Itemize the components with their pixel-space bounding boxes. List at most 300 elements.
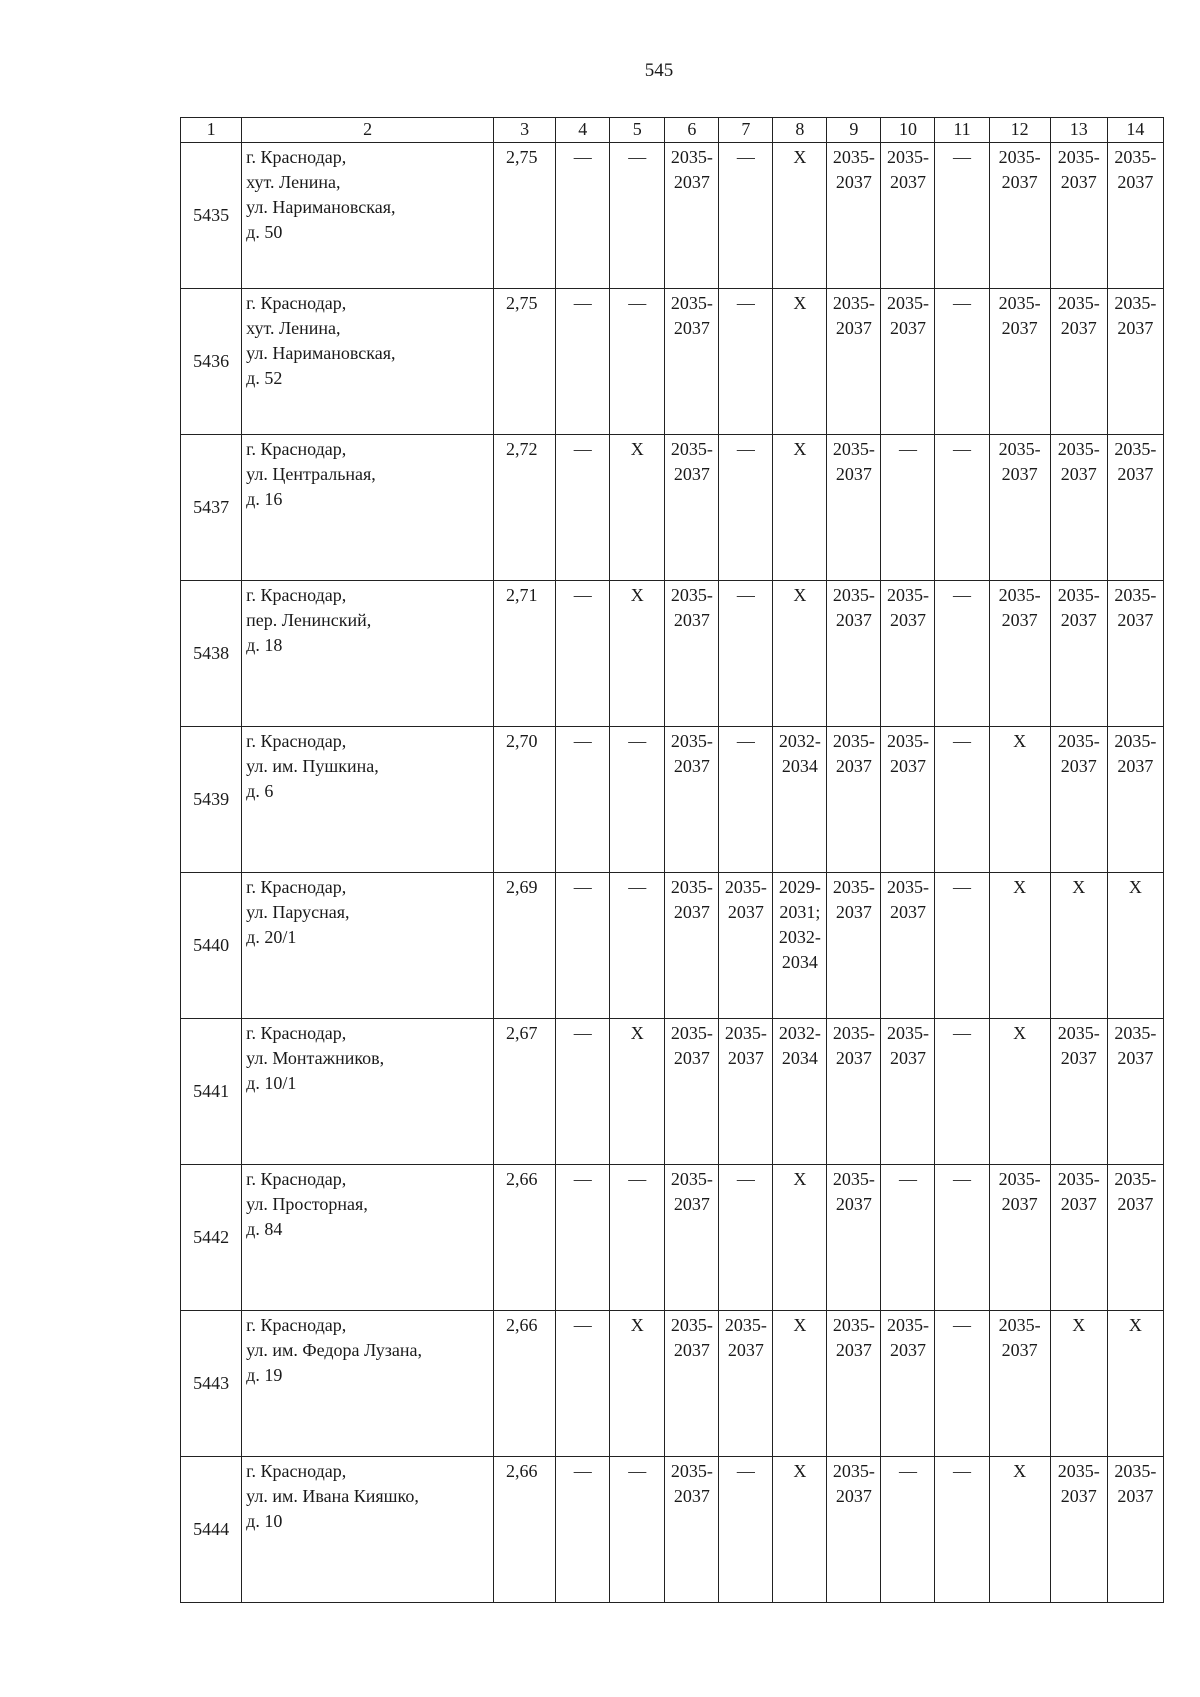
period-line: X — [1072, 877, 1086, 897]
period-cell — [665, 289, 719, 435]
period-cell — [881, 1019, 935, 1165]
period-line: 2037 — [835, 1340, 872, 1360]
period-line: 2035- — [1114, 585, 1157, 605]
period-line: 2037 — [889, 902, 926, 922]
period-line: — — [898, 1461, 917, 1481]
period-line: — — [628, 147, 647, 167]
table-row — [181, 727, 1164, 873]
period-cell — [719, 727, 773, 873]
address-line: г. Краснодар, — [246, 1023, 347, 1043]
period-cell — [935, 873, 989, 1019]
address-line: ул. Монтажников, — [246, 1048, 385, 1068]
period-line: 2037 — [835, 610, 872, 630]
table-row — [181, 1019, 1164, 1165]
period-cell — [881, 1311, 935, 1457]
period-line: 2037 — [835, 1486, 872, 1506]
period-cell — [610, 143, 665, 289]
period-line: 2034 — [781, 756, 818, 776]
period-line: 2035- — [1114, 1461, 1157, 1481]
period-cell — [827, 1165, 881, 1311]
period-line: — — [952, 147, 971, 167]
column-header: 2 — [242, 118, 494, 143]
period-line: 2035- — [1057, 293, 1100, 313]
table-row — [181, 143, 1164, 289]
period-line: 2037 — [889, 756, 926, 776]
period-cell — [556, 1165, 610, 1311]
period-line: X — [1072, 1315, 1086, 1335]
period-line: X — [793, 585, 807, 605]
period-line: 2035- — [670, 439, 713, 459]
period-cell — [719, 1311, 773, 1457]
period-line: — — [628, 1169, 647, 1189]
address-line: г. Краснодар, — [246, 439, 347, 459]
period-line: 2037 — [673, 902, 710, 922]
period-cell — [1050, 581, 1107, 727]
period-cell — [773, 1019, 827, 1165]
period-cell — [556, 289, 610, 435]
period-cell — [1050, 289, 1107, 435]
period-cell — [935, 727, 989, 873]
address-cell — [242, 1165, 494, 1311]
row-number: 5435 — [181, 143, 242, 289]
value-cell: 2,66 — [494, 1457, 556, 1603]
registry-body — [181, 143, 1164, 1603]
period-line: — — [736, 439, 755, 459]
column-header: 14 — [1107, 118, 1163, 143]
period-cell — [610, 581, 665, 727]
period-cell — [1107, 1457, 1163, 1603]
period-line: 2037 — [835, 318, 872, 338]
address-cell — [242, 727, 494, 873]
period-cell — [773, 727, 827, 873]
period-line: 2035- — [1114, 439, 1157, 459]
period-cell — [881, 1165, 935, 1311]
period-line: 2035- — [998, 439, 1041, 459]
period-line: — — [952, 1461, 971, 1481]
column-header: 5 — [610, 118, 665, 143]
address-line: г. Краснодар, — [246, 1461, 347, 1481]
period-line: — — [952, 1169, 971, 1189]
period-line: X — [630, 1023, 644, 1043]
period-line: X — [793, 1169, 807, 1189]
period-line: 2035- — [886, 1023, 929, 1043]
column-header: 4 — [556, 118, 610, 143]
period-line: X — [1013, 1461, 1027, 1481]
period-line: 2037 — [889, 610, 926, 630]
period-line: 2037 — [1001, 1340, 1038, 1360]
period-cell — [665, 1165, 719, 1311]
period-line: 2037 — [727, 902, 764, 922]
period-line: 2035- — [832, 1461, 875, 1481]
period-line: X — [793, 147, 807, 167]
period-line: 2035- — [832, 585, 875, 605]
period-cell — [989, 1165, 1050, 1311]
period-line: X — [1128, 877, 1142, 897]
header-row — [181, 118, 1164, 143]
table-row — [181, 581, 1164, 727]
address-line: д. 50 — [246, 222, 283, 242]
period-line: — — [736, 585, 755, 605]
period-line: 2035- — [670, 1023, 713, 1043]
period-line: 2035- — [670, 1169, 713, 1189]
registry-table — [180, 117, 1164, 1603]
period-cell — [935, 435, 989, 581]
address-line: д. 10 — [246, 1511, 283, 1531]
period-cell — [881, 435, 935, 581]
period-line: 2035- — [832, 439, 875, 459]
period-line: — — [898, 1169, 917, 1189]
address-cell — [242, 1457, 494, 1603]
period-line: — — [952, 439, 971, 459]
period-line: 2035- — [670, 877, 713, 897]
address-line: пер. Ленинский, — [246, 610, 372, 630]
address-line: г. Краснодар, — [246, 877, 347, 897]
table-row — [181, 289, 1164, 435]
period-line: 2035- — [1057, 1461, 1100, 1481]
address-line: ул. Центральная, — [246, 464, 376, 484]
period-cell — [1107, 1019, 1163, 1165]
period-line: X — [630, 439, 644, 459]
period-line: 2037 — [1117, 172, 1154, 192]
period-line: X — [630, 585, 644, 605]
page-number — [0, 60, 1200, 82]
period-cell — [989, 873, 1050, 1019]
period-cell — [1050, 873, 1107, 1019]
period-cell — [665, 581, 719, 727]
period-line: — — [573, 1315, 592, 1335]
period-line: — — [952, 877, 971, 897]
address-line: ул. Наримановская, — [246, 197, 396, 217]
period-line: 2035- — [1114, 731, 1157, 751]
period-line: — — [573, 1169, 592, 1189]
period-line: — — [898, 439, 917, 459]
period-line: 2032- — [778, 731, 821, 751]
period-line: — — [628, 1461, 647, 1481]
address-line: д. 16 — [246, 489, 283, 509]
period-line: — — [628, 731, 647, 751]
period-line: 2037 — [1060, 756, 1097, 776]
period-cell — [719, 289, 773, 435]
period-line: 2037 — [727, 1048, 764, 1068]
period-cell — [1107, 1165, 1163, 1311]
period-line: — — [736, 1461, 755, 1481]
period-line: 2037 — [1060, 1048, 1097, 1068]
period-line: 2029- — [778, 877, 821, 897]
period-line: 2035- — [886, 585, 929, 605]
value-cell: 2,67 — [494, 1019, 556, 1165]
period-cell — [827, 435, 881, 581]
period-line: 2035- — [1114, 293, 1157, 313]
period-cell — [719, 435, 773, 581]
period-cell — [610, 1457, 665, 1603]
period-cell — [556, 435, 610, 581]
address-cell — [242, 143, 494, 289]
value-cell: 2,66 — [494, 1165, 556, 1311]
period-line: 2037 — [889, 1340, 926, 1360]
period-cell — [1050, 143, 1107, 289]
period-cell — [935, 581, 989, 727]
period-line: 2035- — [1057, 585, 1100, 605]
period-cell — [773, 581, 827, 727]
period-line: 2034 — [781, 952, 818, 972]
period-cell — [1107, 581, 1163, 727]
address-line: д. 19 — [246, 1365, 283, 1385]
address-line: ул. Наримановская, — [246, 343, 396, 363]
table-row — [181, 1311, 1164, 1457]
period-line: X — [1013, 1023, 1027, 1043]
period-line: 2037 — [1001, 610, 1038, 630]
period-cell — [610, 727, 665, 873]
period-line: 2037 — [889, 1048, 926, 1068]
period-cell — [556, 1019, 610, 1165]
period-line: — — [628, 293, 647, 313]
value-cell: 2,72 — [494, 435, 556, 581]
address-line: г. Краснодар, — [246, 1315, 347, 1335]
period-cell — [665, 727, 719, 873]
period-cell — [773, 1457, 827, 1603]
period-line: — — [573, 585, 592, 605]
period-line: 2037 — [673, 610, 710, 630]
period-cell — [1050, 1165, 1107, 1311]
period-line: 2037 — [889, 318, 926, 338]
value-cell: 2,75 — [494, 289, 556, 435]
period-cell — [719, 581, 773, 727]
period-cell — [719, 1165, 773, 1311]
period-line: — — [573, 877, 592, 897]
address-line: ул. Просторная, — [246, 1194, 368, 1214]
row-number: 5438 — [181, 581, 242, 727]
period-line: 2035- — [832, 147, 875, 167]
column-header: 12 — [989, 118, 1050, 143]
period-cell — [827, 581, 881, 727]
address-line: ул. им. Федора Лузана, — [246, 1340, 422, 1360]
period-line: 2035- — [670, 1461, 713, 1481]
period-cell — [935, 289, 989, 435]
period-line: 2035- — [832, 877, 875, 897]
period-line: 2035- — [1057, 439, 1100, 459]
column-header: 1 — [181, 118, 242, 143]
period-line: 2037 — [673, 172, 710, 192]
period-line: X — [793, 439, 807, 459]
period-line: 2037 — [1060, 464, 1097, 484]
period-line: X — [793, 1461, 807, 1481]
address-line: д. 52 — [246, 368, 283, 388]
period-line: 2035- — [724, 1315, 767, 1335]
period-cell — [1107, 435, 1163, 581]
period-cell — [1107, 1311, 1163, 1457]
period-cell — [665, 143, 719, 289]
address-cell — [242, 1019, 494, 1165]
period-line: 2035- — [1114, 1169, 1157, 1189]
period-cell — [881, 289, 935, 435]
period-cell — [610, 289, 665, 435]
period-cell — [1050, 727, 1107, 873]
address-line: г. Краснодар, — [246, 147, 347, 167]
period-cell — [827, 1019, 881, 1165]
period-line: — — [573, 1461, 592, 1481]
period-line: 2037 — [1001, 1194, 1038, 1214]
period-line: — — [573, 439, 592, 459]
period-cell — [773, 1311, 827, 1457]
period-line: 2037 — [835, 172, 872, 192]
period-cell — [773, 435, 827, 581]
period-cell — [1107, 143, 1163, 289]
period-line: — — [952, 293, 971, 313]
column-header: 3 — [494, 118, 556, 143]
period-line: 2035- — [1114, 147, 1157, 167]
period-cell — [556, 873, 610, 1019]
period-line: 2035- — [886, 293, 929, 313]
period-cell — [719, 143, 773, 289]
period-line: 2035- — [886, 877, 929, 897]
period-cell — [556, 1311, 610, 1457]
period-cell — [610, 1019, 665, 1165]
period-line: 2037 — [1117, 318, 1154, 338]
period-line: 2037 — [727, 1340, 764, 1360]
period-cell — [989, 727, 1050, 873]
period-line: 2035- — [832, 293, 875, 313]
period-cell — [989, 581, 1050, 727]
period-line: 2037 — [835, 1194, 872, 1214]
column-header: 7 — [719, 118, 773, 143]
period-cell — [665, 1311, 719, 1457]
period-line: 2037 — [1060, 318, 1097, 338]
period-cell — [1050, 1311, 1107, 1457]
row-number: 5444 — [181, 1457, 242, 1603]
period-line: 2035- — [670, 293, 713, 313]
period-cell — [719, 873, 773, 1019]
period-cell — [989, 1019, 1050, 1165]
period-line: 2037 — [835, 464, 872, 484]
period-line: — — [573, 1023, 592, 1043]
row-number: 5439 — [181, 727, 242, 873]
period-cell — [610, 1311, 665, 1457]
period-line: 2035- — [998, 1315, 1041, 1335]
period-line: 2035- — [832, 1315, 875, 1335]
value-cell: 2,66 — [494, 1311, 556, 1457]
period-line: 2035- — [724, 877, 767, 897]
period-cell — [989, 435, 1050, 581]
period-cell — [1107, 289, 1163, 435]
period-line: 2037 — [673, 318, 710, 338]
period-line: — — [952, 1023, 971, 1043]
period-cell — [989, 143, 1050, 289]
period-line: — — [736, 731, 755, 751]
row-number: 5441 — [181, 1019, 242, 1165]
period-line: 2032- — [778, 927, 821, 947]
column-header: 11 — [935, 118, 989, 143]
value-cell: 2,69 — [494, 873, 556, 1019]
period-cell — [1050, 1457, 1107, 1603]
period-cell — [989, 289, 1050, 435]
table-row — [181, 1457, 1164, 1603]
period-line: — — [952, 585, 971, 605]
address-cell — [242, 289, 494, 435]
address-line: ул. Парусная, — [246, 902, 350, 922]
period-cell — [665, 1019, 719, 1165]
period-line: 2034 — [781, 1048, 818, 1068]
period-line: X — [1013, 731, 1027, 751]
period-line: 2037 — [1060, 610, 1097, 630]
period-cell — [556, 727, 610, 873]
period-line: 2035- — [1057, 1169, 1100, 1189]
period-line: 2035- — [998, 1169, 1041, 1189]
period-line: 2031; — [779, 902, 821, 922]
period-line: 2035- — [832, 1169, 875, 1189]
period-line: 2032- — [778, 1023, 821, 1043]
period-line: 2035- — [832, 731, 875, 751]
period-line: 2035- — [998, 147, 1041, 167]
period-line: — — [736, 293, 755, 313]
period-cell — [827, 727, 881, 873]
period-cell — [1050, 1019, 1107, 1165]
period-cell — [827, 143, 881, 289]
period-line: — — [573, 293, 592, 313]
period-line: 2037 — [673, 1194, 710, 1214]
period-cell — [665, 435, 719, 581]
period-line: 2035- — [1057, 731, 1100, 751]
table-row — [181, 435, 1164, 581]
period-line: — — [573, 731, 592, 751]
period-cell — [881, 581, 935, 727]
period-cell — [665, 873, 719, 1019]
period-cell — [610, 1165, 665, 1311]
period-line: — — [952, 731, 971, 751]
period-line: 2037 — [835, 1048, 872, 1068]
row-number: 5436 — [181, 289, 242, 435]
period-line: 2037 — [1060, 1194, 1097, 1214]
period-line: 2037 — [1117, 1048, 1154, 1068]
period-line: 2035- — [1057, 1023, 1100, 1043]
period-cell — [610, 873, 665, 1019]
period-line: 2035- — [670, 585, 713, 605]
address-line: д. 20/1 — [246, 927, 297, 947]
address-cell — [242, 873, 494, 1019]
period-cell — [719, 1019, 773, 1165]
period-cell — [610, 435, 665, 581]
period-cell — [1107, 873, 1163, 1019]
period-cell — [1050, 435, 1107, 581]
address-line: д. 18 — [246, 635, 283, 655]
period-line: X — [1128, 1315, 1142, 1335]
period-line: 2037 — [835, 756, 872, 776]
address-line: г. Краснодар, — [246, 1169, 347, 1189]
address-line: ул. им. Пушкина, — [246, 756, 379, 776]
period-line: 2035- — [886, 1315, 929, 1335]
address-line: д. 10/1 — [246, 1073, 297, 1093]
period-cell — [881, 727, 935, 873]
period-cell — [773, 1165, 827, 1311]
period-line: — — [736, 147, 755, 167]
period-cell — [773, 873, 827, 1019]
period-line: — — [736, 1169, 755, 1189]
period-cell — [881, 143, 935, 289]
period-line: 2035- — [670, 731, 713, 751]
period-cell — [881, 1457, 935, 1603]
period-cell — [773, 289, 827, 435]
period-line: — — [573, 147, 592, 167]
period-line: 2035- — [832, 1023, 875, 1043]
period-line: 2037 — [673, 756, 710, 776]
page-number-text: 545 — [644, 60, 674, 81]
period-line: 2035- — [886, 731, 929, 751]
period-line: X — [1013, 877, 1027, 897]
period-cell — [556, 143, 610, 289]
address-cell — [242, 435, 494, 581]
period-line: 2037 — [1117, 610, 1154, 630]
period-line: 2037 — [1117, 756, 1154, 776]
period-cell — [827, 289, 881, 435]
